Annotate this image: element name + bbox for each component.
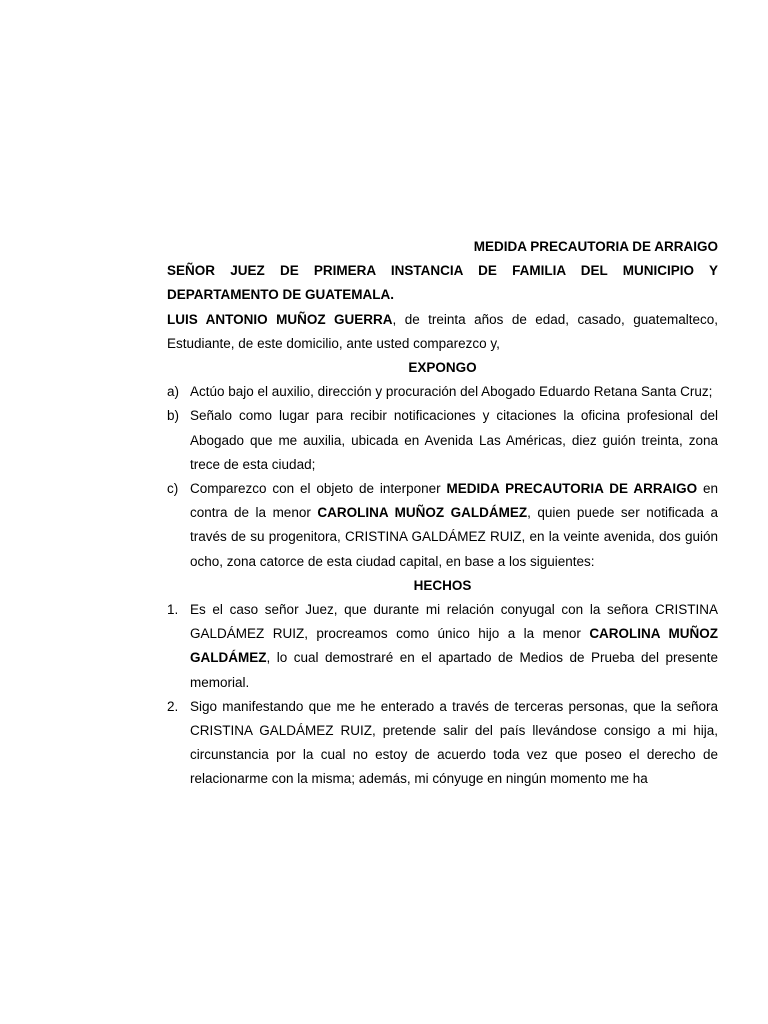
intro-paragraph	[167, 308, 718, 356]
section-heading-expongo: EXPONGO	[408, 360, 477, 376]
list-item-text: Actúo bajo el auxilio, dirección y procuración del Abogado Eduardo Retana Santa Cruz;	[190, 384, 713, 400]
petitioner-name: LUIS ANTONIO MUÑOZ GUERRA	[167, 311, 393, 327]
list-item-text: Señalo como lugar para recibir notificaciones y citaciones la oficina profesional del Abogado que me auxilia, ubicada en Avenida Las Américas, diez guión treinta, zona trece de esta ciudad;	[190, 408, 718, 472]
list-item-text	[190, 598, 718, 695]
list-item	[167, 404, 718, 477]
text-run: en contra de la menor	[190, 481, 718, 521]
document-title: MEDIDA PRECAUTORIA DE ARRAIGO	[473, 239, 718, 254]
list-marker: b)	[167, 408, 180, 424]
list-marker: a)	[167, 384, 180, 400]
text-run: Es el caso señor Juez, que durante mi relación conyugal con la señora CRISTINA GALDÁMEZ RUIZ, procreamos como único hijo a la menor	[190, 602, 718, 642]
list-item	[167, 380, 718, 404]
bold-run: CAROLINA MUÑOZ GALDÁMEZ	[317, 505, 528, 521]
bold-run: MEDIDA PRECAUTORIA DE ARRAIGO	[446, 481, 698, 497]
list-marker: 1.	[167, 602, 179, 618]
list-item	[167, 477, 718, 574]
list-marker: 2.	[167, 698, 179, 714]
list-item-text: Sigo manifestando que me he enterado a través de terceras personas, que la señora CRISTINA GALDÁMEZ RUIZ, pretende salir del país llevándose consigo a mi hija, circunstancia por la cual no estoy de acuerdo toda vez que poseo el derecho de relacionarme con la misma; además, mi cónyuge en ningún momento me ha	[190, 698, 718, 787]
document-body	[167, 235, 718, 792]
list-item	[167, 695, 718, 792]
list-item-text	[190, 477, 718, 574]
text-run: , lo cual demostraré en el apartado de Medios de Prueba del presente memorial.	[190, 650, 718, 690]
text-run: , quien puede ser notificada a través de su progenitora, CRISTINA GALDÁMEZ RUIZ, en la veinte avenida, dos guión ocho, zona catorce de esta ciudad capital, en base a los siguientes:	[190, 505, 719, 569]
list-marker: c)	[167, 481, 179, 497]
section-heading-hechos: HECHOS	[413, 577, 472, 593]
text-run: Comparezco con el objeto de interponer	[190, 481, 447, 497]
bold-run: CAROLINA MUÑOZ GALDÁMEZ	[190, 626, 718, 666]
intro-text: , de treinta años de edad, casado, guatemalteco, Estudiante, de este domicilio, ante usted comparezco y,	[167, 311, 719, 351]
list-item	[167, 598, 718, 695]
addressee: SEÑOR JUEZ DE PRIMERA INSTANCIA DE FAMILIA DEL MUNICIPIO Y DEPARTAMENTO DE GUATEMALA.	[167, 263, 718, 303]
